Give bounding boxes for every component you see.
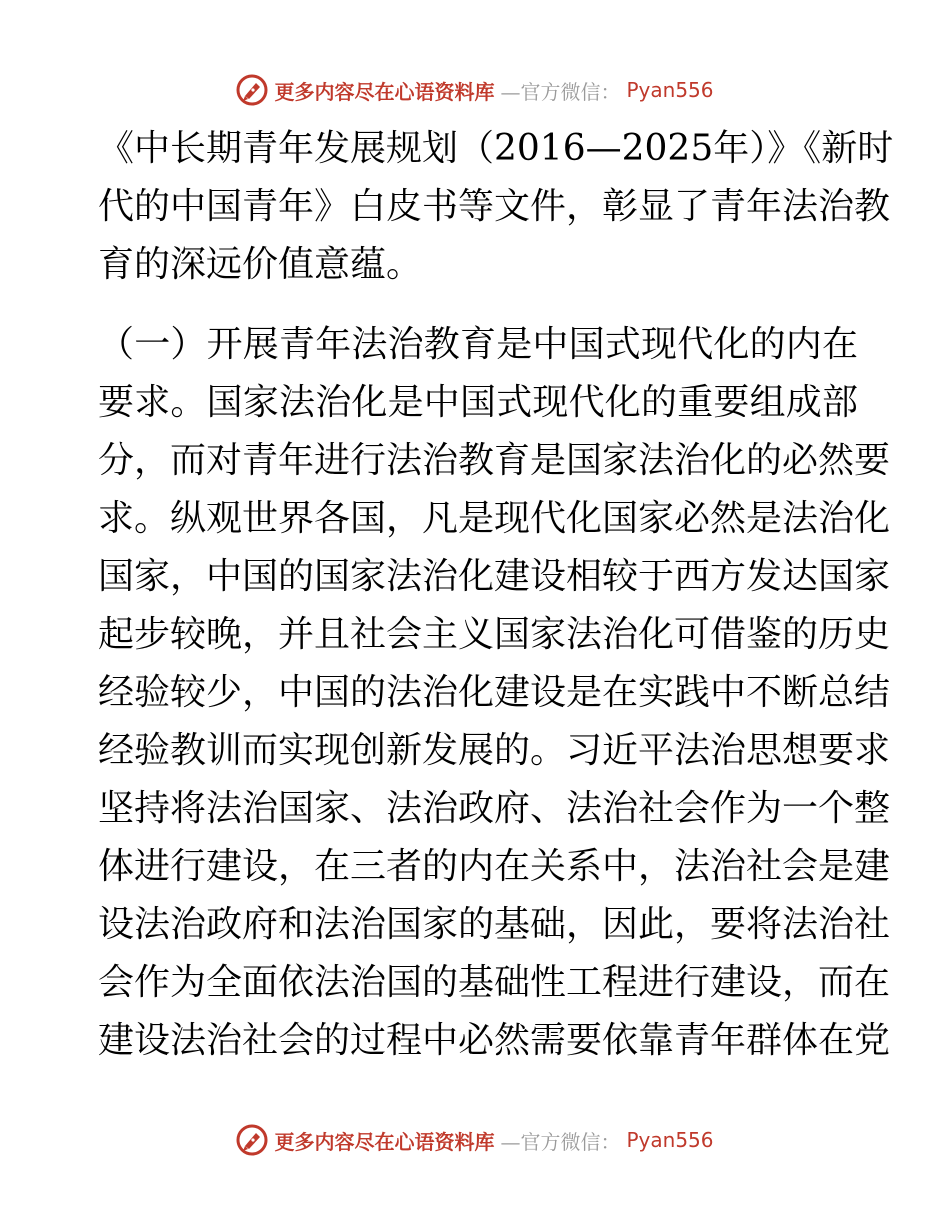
footer-watermark <box>0 1120 950 1160</box>
text-line: 会作为全面依法治国的基础性工程进行建设，而在 <box>98 962 891 1003</box>
watermark-wechat-id: Pyan556 <box>626 1128 714 1152</box>
text-line: 经验教训而实现创新发展的。习近平法治思想要求 <box>98 730 891 771</box>
watermark-separator-text: —官方微信： <box>500 1129 621 1154</box>
paragraph-gap <box>98 294 858 316</box>
text-line: 《中长期青年发展规划（2016—2025年）》《新时 <box>98 128 894 169</box>
text-line: 代的中国青年》白皮书等文件，彰显了青年法治教 <box>98 186 891 227</box>
paragraph <box>98 120 894 294</box>
text-line: 国家，中国的国家法治化建设相较于西方发达国家 <box>98 556 891 597</box>
watermark-main-text: 更多内容尽在心语资料库 <box>274 79 495 104</box>
fountain-pen-seal-icon <box>236 1124 268 1156</box>
text-line: 体进行建设，在三者的内在关系中，法治社会是建 <box>98 846 891 887</box>
text-line: 求。纵观世界各国，凡是现代化国家必然是法治化 <box>98 498 891 539</box>
text-line: 建设法治社会的过程中必然需要依靠青年群体在党 <box>98 1020 891 1061</box>
fountain-pen-seal-icon <box>236 74 268 106</box>
text-line: 经验较少，中国的法治化建设是在实践中不断总结 <box>98 672 891 713</box>
watermark-wechat-id: Pyan556 <box>626 78 714 102</box>
text-line: 设法治政府和法治国家的基础，因此，要将法治社 <box>98 904 891 945</box>
text-line: 育的深远价值意蕴。 <box>98 244 423 285</box>
text-line: （一）开展青年法治教育是中国式现代化的内在 <box>98 324 858 365</box>
document-body <box>98 120 894 1070</box>
text-line: 分，而对青年进行法治教育是国家法治化的必然要 <box>98 440 891 481</box>
watermark-separator-text: —官方微信： <box>500 79 621 104</box>
text-line: 坚持将法治国家、法治政府、法治社会作为一个整 <box>98 788 891 829</box>
text-line: 要求。国家法治化是中国式现代化的重要组成部 <box>98 382 858 423</box>
header-watermark <box>0 70 950 110</box>
paragraph <box>98 316 891 1070</box>
watermark-main-text: 更多内容尽在心语资料库 <box>274 1129 495 1154</box>
text-line: 起步较晚，并且社会主义国家法治化可借鉴的历史 <box>98 614 891 655</box>
